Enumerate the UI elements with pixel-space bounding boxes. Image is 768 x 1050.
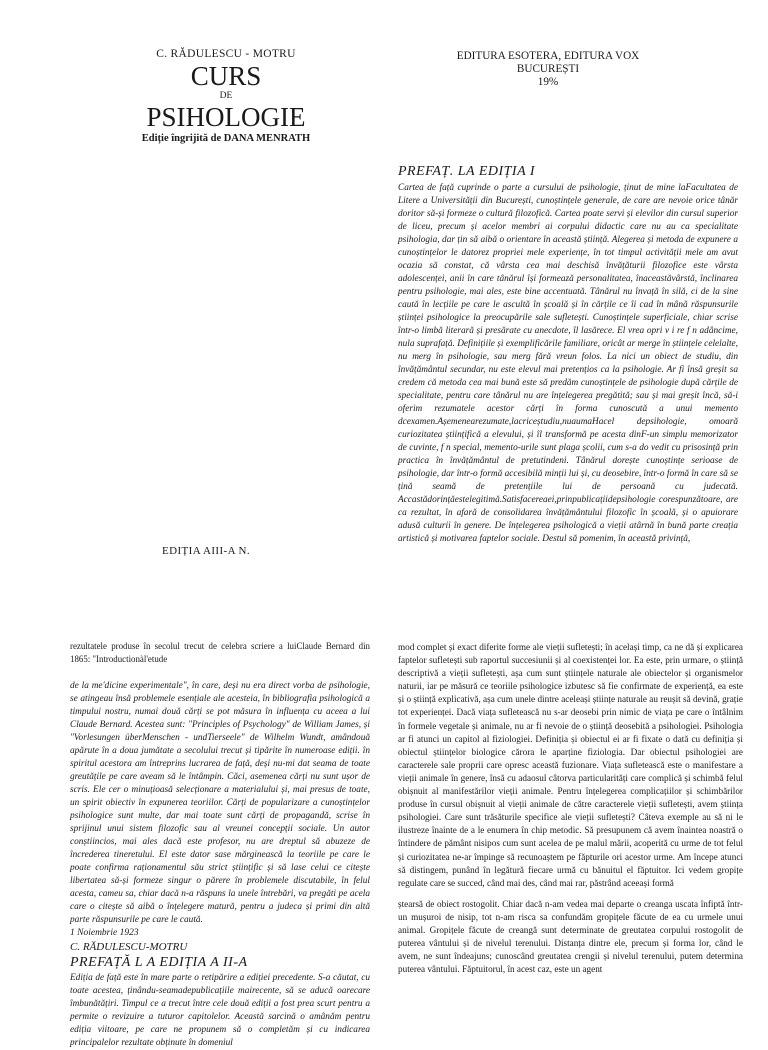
- author-name: C. RĂDULESCU - MOTRU: [156, 48, 296, 60]
- preface-date: 1 Noiembrie 1923: [70, 928, 139, 938]
- preface1-paragraph: Cartea de față cuprinde o parte a cursului de psihologie, ținut de mine laFacultatea de Litere a Universității din București, cunoștințele generale, de care are nevoie orice tânăr doritor să-și formeze o cultură filozofică. Cartea poate servi și elevilor din cursul superior de liceu, precum și acelor membri ai corpului didactic care nu au ca specialitate psihologia, dar țin să aibă o orientare în această știință. Alegerea și metoda de expunere a cunoștințelor le datorez propriei mele experiențe, în tot timpul activității mele am avut ocazia să constat, că vârsta cea mai deschisă învățăturii filozofice este vârsta adolescenței, anii în care tânărul își formează personalitatea, înaceastăvârstă, înclinarea pentru psihologie, mai ales, este bine accentuată. Tânărul nu învață în silă, ci de la sine caută în lecțiile pe care le ascultă în școală și în cărțile ce îi cad în mână răspunsurile științei psihologice la preocupările sale sufletești. Cunoștințele superficiale, chiar scrise într-o limbă literară și presărate cu anecdote, îl lasărece. El vrea opri v i re f n adâncime, nula suprafață. Definițiile și exemplificările familiare, oricât ar merge în științele celelalte, nu merg în psihologie, sau merg fără vreun folos. La nici un obiect de studiu, din învățământul secundar, nu este elevul mai pretențios ca la psihologie. Ar fi însă greșit sa credem că metoda cea mai bună este să predăm cunoștințele de psihologie după cărțile de specialitate, pentru care tânărul nu are înțelegerea pregătită; sau și mai greșit încă, să-i oferim rezumatele acestor cărți în forma cunoscută a unui memento dcexamen.Așemenearezumate,lacriceștudiu,nuaumaHacel depsihologie, omoară curiozitatea științifică a elevului, și îl transformă pe acesta dinF-un simplu memorizator de cuvinte, f n special, memento-urile sunt plaga școlii, cum s-a do vedit cu prisosință prin practica în învățământul de pretutindeni. Tânărul dorește cunoștințe serioase de psihologie, dar într-o formă accesibilă minții lui și, cu deosebire, într-o formă în care să se țină seamă de pretențiile lui de persoană cu judecată. Accastădorințăestelegitimă.Satisfacereaei,prinpublicațiidepsihologie corespunzătoare, are ca rezultat, în afară de consolidarea învățământului filozofic în școală, și o apuiorare adusă culturii în genere. De înțelegerea psihologică a vieții atârnă în bună parte creația artistică și motivarea faptelor sociale. Destul să pomenim, în această privință,: [398, 183, 738, 544]
- preface2-paragraph: Ediția de față este în mare parte o retipărire a ediției precedente. S-a căutat, cu toate acestea, ținându-seamadepublicațiile mairecente, să se aducă oarecare îmbunătățiri. Timpul ce a trecut între cele două ediții a fost prea scurt pentru a permite o revizuire a tuturor capitolelor. Această sarcină o amânăm pentru ediția viitoare, pe care ne propunem să o completăm și cu indicarea principalelor rezultate obținute în domeniul: [70, 973, 370, 1048]
- lead-paragraph: rezultatele produse în secolul trecut de celebra scriere a luiClaude Bernard din 1865: "Introductionàl'etude: [70, 641, 370, 664]
- preface1-heading: PREFAȚ. LA EDIȚIA I: [398, 164, 536, 179]
- title-de: DE: [219, 91, 233, 101]
- bottom-left-column: [70, 640, 370, 1048]
- right-paragraph-2: ștearsă de obiect rostogolit. Chiar dacă n-am vedea mai departe o creanga uscata înfiptă într-un mușuroi de nisip, tot n-am risca sa confundăm gropițele făcute de ea cu urmele unui animal. Gropițele făcute de creangă sunt determinate de greutatea corpului rostogolit de puterea vântului și de nivelul terenului. Distanța dintre ele, precum și forma lor, când le avem, ne sunt îndeajuns; cunoscând greutatea crengii și nivelul terenului, putem determina puterea vântului. Făptuitorul, în acest caz, este un agent: [398, 898, 743, 975]
- preface-signature: C. RĂDULESCU-MOTRU: [70, 941, 188, 953]
- publisher-city: BUCUREȘTI: [516, 63, 580, 75]
- cover-block: [95, 48, 357, 178]
- editor-line: Ediție îngrijită de DANA MENRATH: [141, 133, 311, 144]
- title-psihologie: PSIHOLOGIE: [146, 102, 306, 132]
- preface1-text: [398, 182, 738, 602]
- publisher-block: [398, 50, 698, 89]
- body-paragraph: de la me'dicine experimentale", în care, deși nu era direct vorba de psihologie, se atingeau însă problemele esențiale ale acesteia, în bibliografia psihologică a timpului nostru, numai două cărți se pot măsura în influența cu aceea a lui Claude Bernard. Acestea sunt: "Principles of Psychology" de William James, și "Vorlesungen überMenschen - undTierseele" de Wilhelm Wundt, amândouă apărute în a doua jumătate a secolului trecut și tipărite în numeroase ediții. în spiritul acestora am întreprins lucrarea de față, deși nu-mi dat seama de toate greutățile pe care aveam să le întâmpin. Căci, asemenea cărți nu sunt ușor de scris. Ele cer o minuțioasă selecționare a materialului și, mai presus de toate, un spirit obiectiv în expunerea teoriilor. Cărți de popularizare a cunoștințelor psihologice sunt multe, dar mai toate sunt cărți de propagandă, scrise în sprijinul unui sistem filozofic sau al vreunei concepții sociale. Un autor conștiincios, mai ales dacă este profesor, nu are dreptul să abuzeze de încrederea tineretului. El este dator sase mărginească la teoriile pe care le poate confirma raționamentul său strict științific și să lase celui ce citește libertatea să-și formeze singur o părere în problemele discutabile, în felul acesta, cameu sa, chiar dacă n-a răspuns la unele întrebări, va pregăti pe acela care o citește să aibă o înțelegere matură, pentru a judeca și primi din altă parte răspunsurile pe care le caută.: [70, 681, 370, 925]
- edition-label: EDIȚIA AIII-A N.: [162, 545, 250, 557]
- title-curs: CURS: [190, 61, 262, 91]
- right-paragraph-1: mod complet și exact diferite forme ale vieții sufletești; în același timp, ca ne dă și explicarea faptelor sufletești sub raportul succesiunii și al coexistenței lor. Ea este, prin urmare, o știință descriptivă a vieții sufletești, așa cum sunt științele naturale ale obiectelor și organismelor naturii, iar pe măsură ce teoriile psihologice izbutesc să fie confirmate de experiență, ea este și o știință explicativă, așa cum unele dintre aceleași științe naturale au reușit să devină, grație tot experienței. Dacă viața sufletească nu s-ar deosebi prin nimic de viața pe care o întâlnim în formele vegetale și animale, nu ar fi nevoie de o știință deosebită a psihologiei. Psihologia ar fi atunci un capitol al fiziologiei. Definiția și obiectul ei ar fi fixate o dată cu definiția și obiectul științelor biologice cărora le aparține fiziologia. Dar obiectul psihologiei are caracterele sale proprii care opresc această fuzionare. Viața sufletească este o manifestare a vieții animale în genere, însă cu adaosul câtorva particularități care complică și schimbă felul obișnuit al manifestărilor vieții animale. Pentru înțelegerea complicațiilor și schimbărilor produse în cursul obișnuit al vieții animale de către caracterele vieții sufletești, avem știința psihologiei. Care sunt trăsăturile specifice ale vieții sufletești? Câteva exemple au să ni le ilustreze înainte de a le enumera în chip metodic. Să presupunem că avem înaintea noastră o întindere de pământ nisipos cum sunt acelea de pe malul mării, acoperită cu urme de tot felul și curiozitatea ne-ar împinge să recunoaștem pe făpturile ori acestor urme. Am începe atunci să distingem, punând în legătură fiecare urmă cu bănuitul el făptuitor. Ici vedem gropițe regulate care se succed, când mai des, când mai rar, păstrând aceeași formă: [398, 642, 743, 888]
- publisher-year: 19%: [537, 76, 559, 88]
- publisher-name: EDITURA ESOTERA, EDITURA VOX: [456, 50, 640, 62]
- bottom-right-column: [398, 641, 743, 1024]
- preface2-heading: PREFAȚĂ L A EDIȚIA A II-A: [70, 955, 248, 970]
